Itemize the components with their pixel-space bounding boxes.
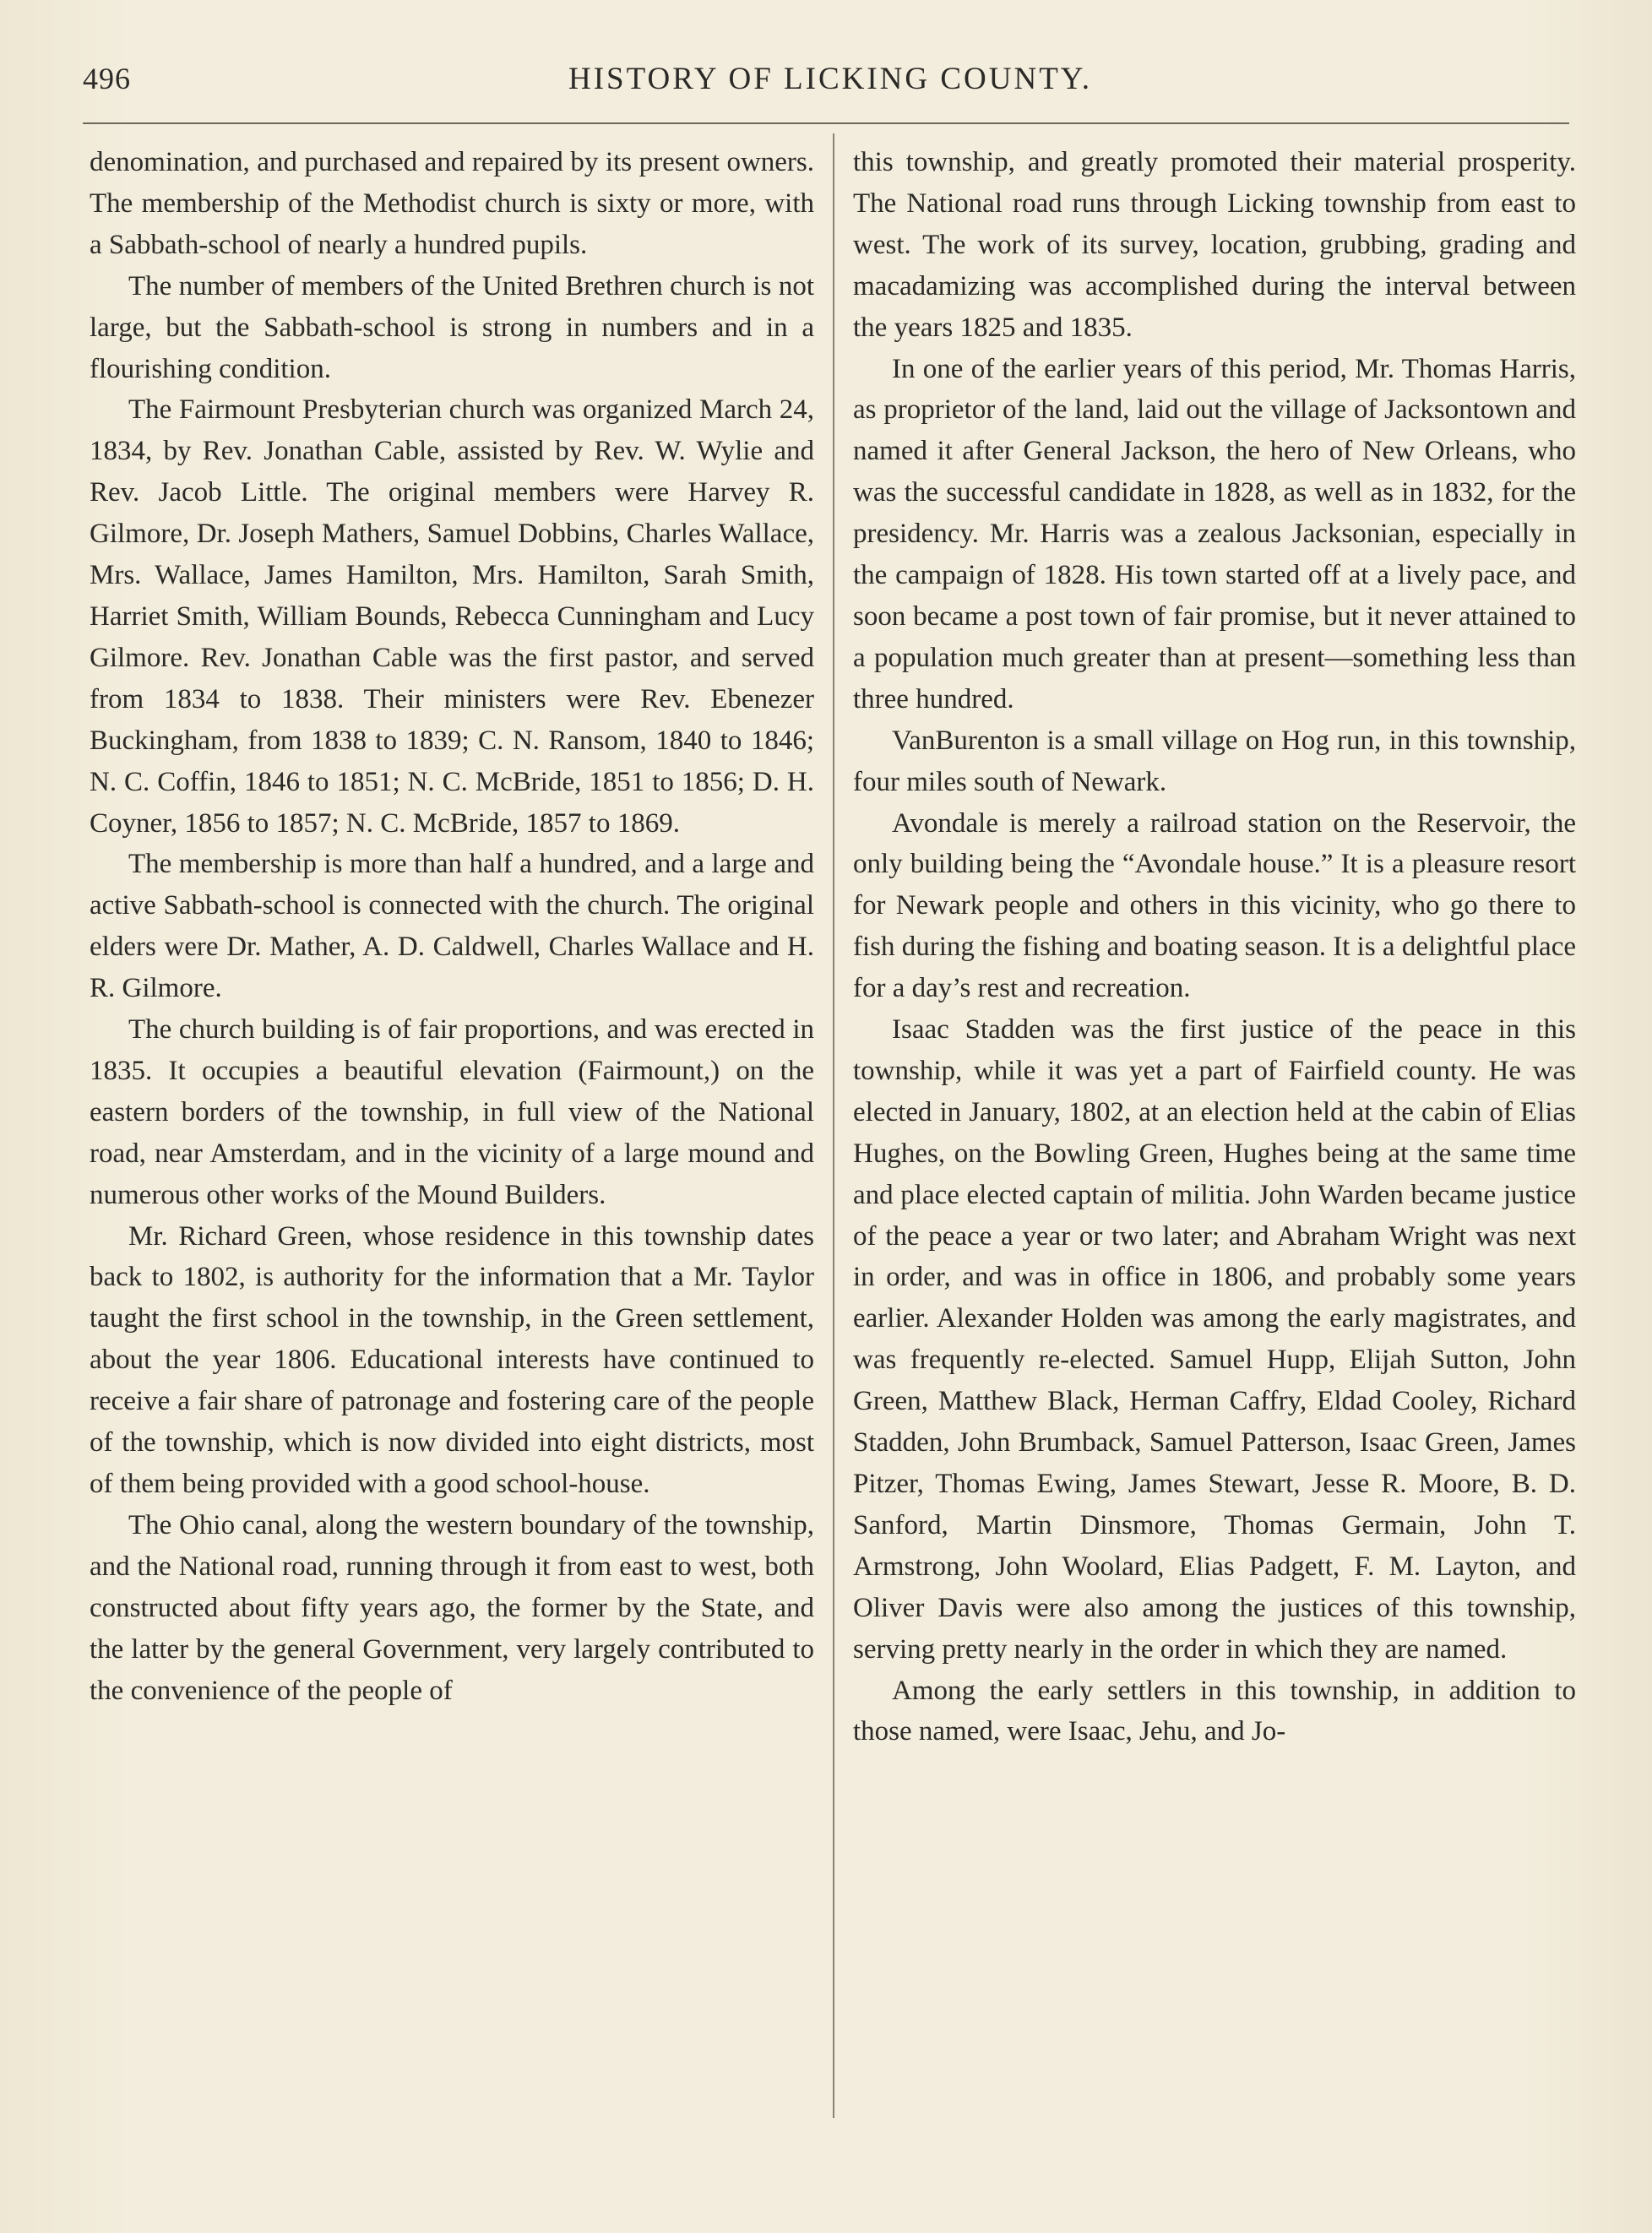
paragraph: denomination, and purchased and repaired by its present owners. The membership of the Methodist church is sixty or more, with a Sabbath-school of nearly a hundred pupils.	[90, 147, 814, 260]
paragraph: Mr. Richard Green, whose residence in this township dates back to 1802, is authority for the information that a Mr. Taylor taught the first school in the township, in the Green settlement, about the year 1806. Educational interests have continued to receive a fair share of patronage and fostering care of the people of the township, which is now divided into eight districts, most of them being provided with a good school-house.	[90, 1220, 814, 1499]
paragraph: The church building is of fair proportions, and was erected in 1835. It occupies a beautiful elevation (Fairmount,) on the eastern borders of the township, in full view of the National road, near Amsterdam, and in the vicinity of a large mound and numerous other works of the Mound Builders.	[90, 1014, 814, 1210]
paragraph: Among the early settlers in this township, in addition to those named, were Isaac, Jehu, and Jo-	[853, 1675, 1576, 1747]
paragraph: Avondale is merely a railroad station on the Reservoir, the only building being the “Avondale house.” It is a pleasure resort for Newark people and others in this vicinity, who go there to fish during the fishing and boating season. It is a delightful place for a day’s rest and recreation.	[853, 807, 1576, 1004]
right-column	[853, 142, 1576, 1752]
paragraph: In one of the earlier years of this period, Mr. Thomas Harris, as proprietor of the land, laid out the village of Jacksontown and named it after General Jackson, the hero of New Orleans, who was the successful candidate in 1828, as well as in 1832, for the presidency. Mr. Harris was a zealous Jacksonian, especially in the campaign of 1828. His town started off at a lively pace, and soon became a post town of fair promise, but it never attained to a population much greater than at present—something less than three hundred.	[853, 353, 1576, 714]
column-divider	[833, 133, 834, 2118]
left-column	[90, 142, 814, 1711]
paragraph: The number of members of the United Brethren church is not large, but the Sabbath-school is strong in numbers and in a flourishing condition.	[90, 270, 814, 384]
paragraph: this township, and greatly promoted their material prosperity. The National road runs through Licking township from east to west. The work of its survey, location, grubbing, grading and macadamizing was accomplished during the interval between the years 1825 and 1835.	[853, 147, 1576, 343]
header-rule	[83, 122, 1569, 124]
page-number: 496	[83, 62, 131, 95]
paragraph: The Ohio canal, along the western boundary of the township, and the National road, running through it from east to west, both constructed about fifty years ago, the former by the State, and the latter by the general Government, very largely contributed to the convenience of the people of	[90, 1509, 814, 1706]
running-head: HISTORY OF LICKING COUNTY.	[568, 62, 1093, 96]
paragraph: The membership is more than half a hundred, and a large and active Sabbath-school is connected with the church. The original elders were Dr. Mather, A. D. Caldwell, Charles Wallace and H. R. Gilmore.	[90, 849, 814, 1004]
paragraph: The Fairmount Presbyterian church was organized March 24, 1834, by Rev. Jonathan Cable, assisted by Rev. W. Wylie and Rev. Jacob Little. The original members were Harvey R. Gilmore, Dr. Joseph Mathers, Samuel Dobbins, Charles Wallace, Mrs. Wallace, James Hamilton, Mrs. Hamilton, Sarah Smith, Harriet Smith, William Bounds, Rebecca Cunningham and Lucy Gilmore. Rev. Jonathan Cable was the first pastor, and served from 1834 to 1838. Their ministers were Rev. Ebenezer Buckingham, from 1838 to 1839; C. N. Ransom, 1840 to 1846; N. C. Coffin, 1846 to 1851; N. C. McBride, 1851 to 1856; D. H. Coyner, 1856 to 1857; N. C. McBride, 1857 to 1869.	[90, 394, 814, 839]
page-header	[83, 61, 1578, 111]
paragraph: VanBurenton is a small village on Hog run, in this township, four miles south of Newark.	[853, 725, 1576, 797]
paragraph: Isaac Stadden was the first justice of the peace in this township, while it was yet a part of Fairfield county. He was elected in January, 1802, at an election held at the cabin of Elias Hughes, on the Bowling Green, Hughes being at the same time and place elected captain of militia. John Warden became justice of the peace a year or two later; and Abraham Wright was next in order, and was in office in 1806, and probably some years earlier. Alexander Holden was among the early magistrates, and was frequently re-elected. Samuel Hupp, Elijah Sutton, John Green, Matthew Black, Herman Caffry, Eldad Cooley, Richard Stadden, John Brumback, Samuel Patterson, Isaac Green, James Pitzer, Thomas Ewing, James Stewart, Jesse R. Moore, B. D. Sanford, Martin Dinsmore, Thomas Germain, John T. Armstrong, John Woolard, Elias Padgett, F. M. Layton, and Oliver Davis were also among the justices of this township, serving pretty nearly in the order in which they are named.	[853, 1014, 1576, 1665]
